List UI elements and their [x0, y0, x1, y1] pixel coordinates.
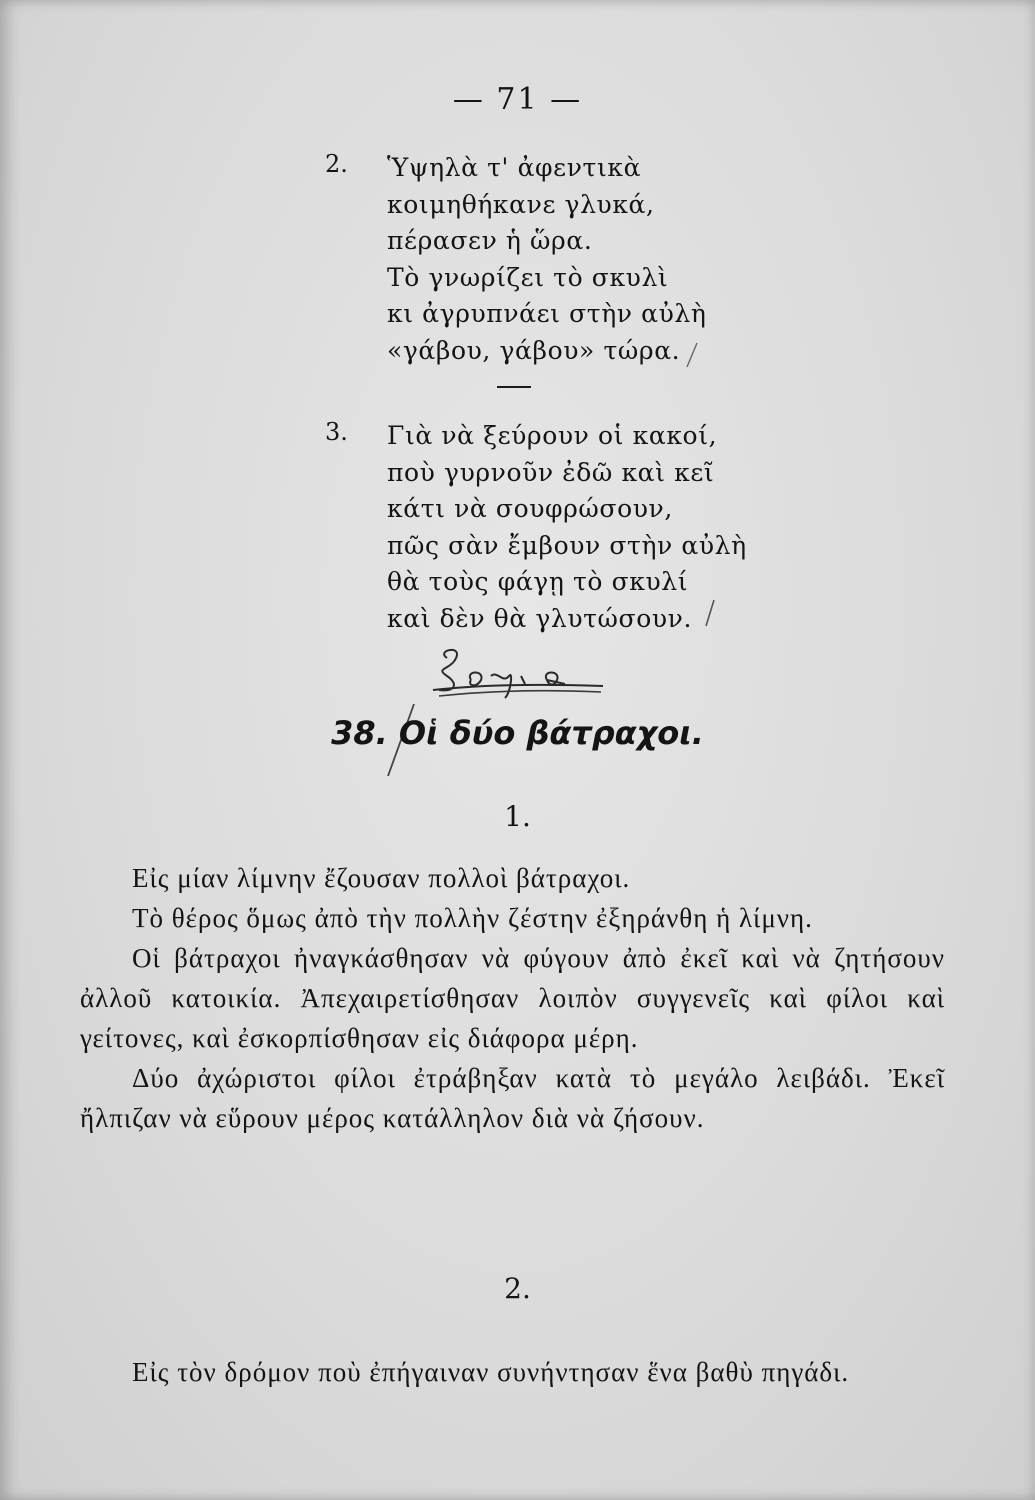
handwritten-signature	[425, 640, 615, 700]
page-number: — 71 —	[452, 82, 583, 117]
part-number: 2.	[504, 1272, 531, 1305]
prose-part-1	[80, 858, 945, 1138]
pencil-tick-icon	[682, 340, 702, 370]
part-number: 1.	[504, 800, 531, 833]
paragraph: Δύο ἀχώριστοι φίλοι ἐτράβηξαν κατὰ τὸ μεγάλο λειβάδι. Ἐκεῖ ἤλπιζαν νὰ εὕρουν μέρος κατάλληλον διὰ νὰ ζήσουν.	[80, 1063, 945, 1133]
stanza-separator	[497, 386, 531, 388]
pencil-tick-icon	[700, 598, 720, 628]
verse-line: κοιμηθήκανε γλυκά,	[387, 189, 655, 219]
verse-line: κι ἀγρυπνάει στὴν αὐλὴ	[387, 299, 707, 328]
verse-line: θὰ τοὺς φάγῃ τὸ σκυλί	[387, 567, 689, 596]
verse-line: Ὑψηλὰ τ' ἀφεντικὰ	[387, 153, 642, 182]
paragraph: Εἰς μίαν λίμνην ἔζουσαν πολλοὶ βάτραχοι.	[132, 863, 631, 893]
section-title: 38. Οἱ δύο βάτραχοι.	[331, 714, 704, 752]
verse-line: πῶς σὰν ἔμβουν στὴν αὐλὴ	[387, 530, 747, 560]
paragraph: Οἱ βάτραχοι ἠναγκάσθησαν νὰ φύγουν ἀπὸ ἐκεῖ καὶ νὰ ζητήσουν ἀλλοῦ κατοικία. Ἀπεχαιρετίσθησαν λοιπὸν συγγενεῖς καὶ φίλοι καὶ γείτονες, καὶ ἐσκορπίσθησαν εἰς διάφορα μέρη.	[80, 943, 945, 1053]
stanza-number: 2.	[325, 150, 348, 178]
prose-part-2	[80, 1352, 945, 1392]
verse-line: πέρασεν ἡ ὥρα.	[387, 226, 593, 255]
stanza-lines	[387, 418, 747, 637]
verse-line: Γιὰ νὰ ξεύρουν οἱ κακοί,	[387, 421, 718, 450]
stanza-number: 3.	[325, 418, 348, 446]
verse-line: Τὸ γνωρίζει τὸ σκυλὶ	[387, 262, 669, 292]
paragraph: Εἰς τὸν δρόμον ποὺ ἐπήγαιναν συνήντησαν ἕνα βαθὺ πηγάδι.	[132, 1357, 850, 1387]
paragraph: Τὸ θέρος ὅμως ἀπὸ τὴν πολλὴν ζέστην ἐξηράνθη ἡ λίμνη.	[132, 903, 813, 933]
verse-line: κάτι νὰ σουφρώσουν,	[387, 494, 673, 523]
verse-line: καὶ δὲν θὰ γλυτώσουν.	[387, 603, 693, 633]
verse-line: «γάβου, γάβου» τώρα.	[387, 335, 681, 365]
stanza-lines	[387, 150, 706, 369]
verse-line: ποὺ γυρνοῦν ἐδῶ καὶ κεῖ	[387, 457, 715, 487]
